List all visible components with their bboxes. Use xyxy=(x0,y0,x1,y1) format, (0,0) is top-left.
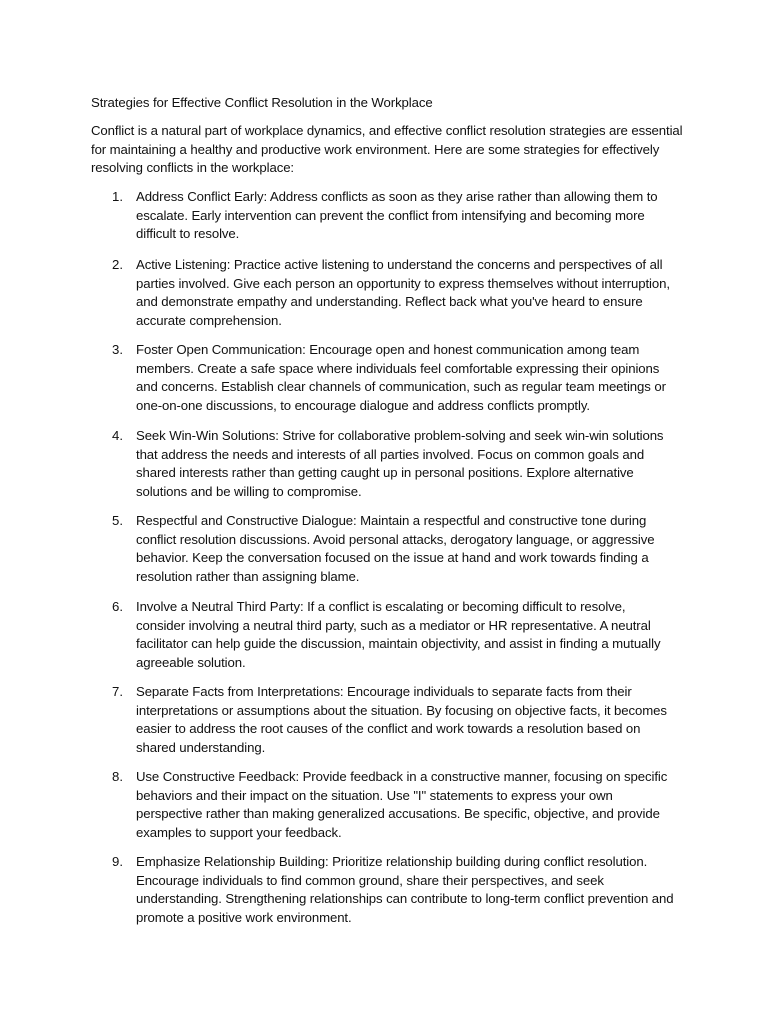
list-item-number: 1. xyxy=(112,189,123,204)
list-item-number: 3. xyxy=(112,342,123,357)
list-item-text: Active Listening: Practice active listening to understand the concerns and perspectives of all parties involved. Give each person an opportunity to express themselves without interruption, and demonstrate empathy and understanding. Reflect back what you've heard to ensure accurate comprehension. xyxy=(136,257,670,328)
list-item-number: 8. xyxy=(112,769,123,784)
list-item-text: Respectful and Constructive Dialogue: Maintain a respectful and constructive tone during conflict resolution discussions. Avoid personal attacks, derogatory language, or aggressive behavior. Keep the conversation focused on the issue at hand and work towards finding a resolution rather than assigning blame. xyxy=(136,513,655,584)
list-item-text: Emphasize Relationship Building: Prioritize relationship building during conflict resolution. Encourage individuals to find common ground, share their perspectives, and seek understanding. Strengthening relationships can contribute to long-term conflict prevention and promote a positive work environment. xyxy=(136,854,674,925)
intro-paragraph: Conflict is a natural part of workplace dynamics, and effective conflict resolution strategies are essential for maintaining a healthy and productive work environment. Here are some strategies for effectively resolving conflicts in the workplace: xyxy=(91,123,683,175)
document-title: Strategies for Effective Conflict Resolution in the Workplace xyxy=(91,95,433,110)
list-item-text: Foster Open Communication: Encourage open and honest communication among team members. Create a safe space where individuals feel comfortable expressing their opinions and concerns. Establish clear channels of communication, such as regular team meetings or one-on-one discussions, to encourage dialogue and address conflicts promptly. xyxy=(136,342,666,413)
list-item-number: 6. xyxy=(112,599,123,614)
list-item-text: Involve a Neutral Third Party: If a conflict is escalating or becoming difficult to resolve, consider involving a neutral third party, such as a mediator or HR representative. A neutral facilitator can help guide the discussion, maintain objectivity, and assist in finding a mutually agreeable solution. xyxy=(136,599,661,670)
list-item-number: 2. xyxy=(112,257,123,272)
list-item-text: Use Constructive Feedback: Provide feedback in a constructive manner, focusing on specific behaviors and their impact on the situation. Use "I" statements to express your own perspective rather than making generalized accusations. Be specific, objective, and provide examples to support your feedback. xyxy=(136,769,668,840)
list-item-number: 5. xyxy=(112,513,123,528)
list-item-text: Separate Facts from Interpretations: Encourage individuals to separate facts from their interpretations or assumptions about the situation. By focusing on objective facts, it becomes easier to address the root causes of the conflict and work towards a resolution based on shared understanding. xyxy=(136,684,667,755)
list-item-number: 7. xyxy=(112,684,123,699)
list-item-text: Address Conflict Early: Address conflicts as soon as they arise rather than allowing them to escalate. Early intervention can prevent the conflict from intensifying and becoming more difficult to resolve. xyxy=(136,189,658,241)
list-item-text: Seek Win-Win Solutions: Strive for collaborative problem-solving and seek win-win solutions that address the needs and interests of all parties involved. Focus on common goals and shared interests rather than getting caught up in personal positions. Explore alternative solutions and be willing to compromise. xyxy=(136,428,664,499)
list-item-number: 9. xyxy=(112,854,123,869)
list-item-number: 4. xyxy=(112,428,123,443)
